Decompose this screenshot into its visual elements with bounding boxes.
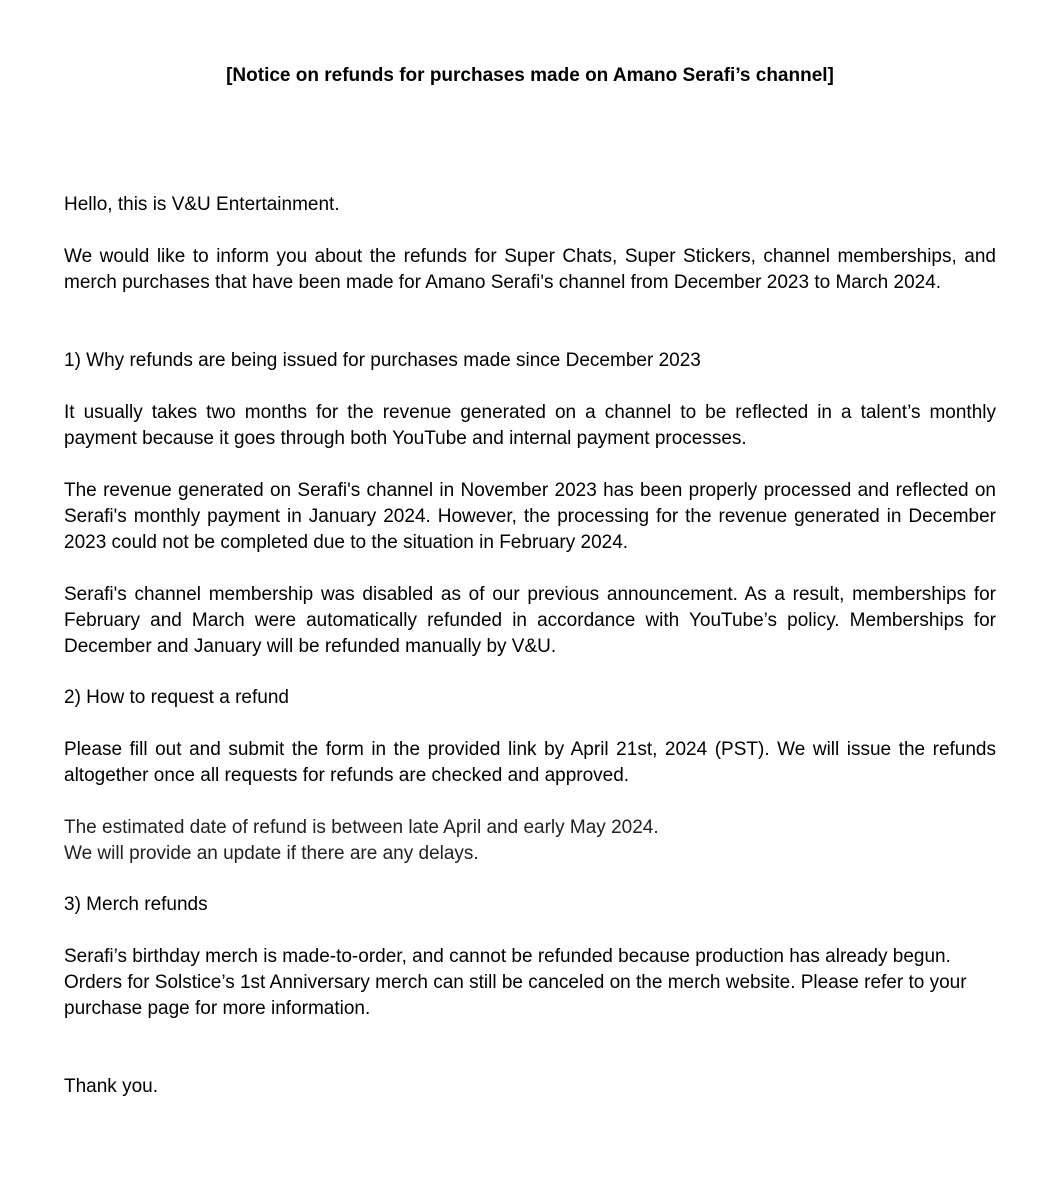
section-2-paragraph-1: Please fill out and submit the form in the provided link by April 21st, 2024 (PST). We will issue the refunds altogether once all requests for refunds are checked and approved.: [64, 739, 996, 786]
intro-paragraph: We would like to inform you about the refunds for Super Chats, Super Stickers, channel memberships, and merch purchases that have been made for Amano Serafi's channel from December 2023 to March 2024.: [64, 246, 996, 293]
section-1-paragraph-3: Serafi's channel membership was disabled as of our previous announcement. As a result, memberships for February and March were automatically refunded in accordance with YouTube’s policy. Memberships for December and January will be refunded manually by V&U.: [64, 584, 996, 657]
delay-update-line: We will provide an update if there are any delays.: [64, 843, 479, 864]
section-1-heading: 1) Why refunds are being issued for purchases made since December 2023: [64, 350, 701, 371]
section-2-paragraph-2: [64, 815, 996, 867]
section-1-paragraph-2: The revenue generated on Serafi's channel in November 2023 has been properly processed and reflected on Serafi's monthly payment in January 2024. However, the processing for the revenue generated in December 2023 could not be completed due to the situation in February 2024.: [64, 480, 996, 553]
section-3-paragraph-1: Serafi’s birthday merch is made-to-order, and cannot be refunded because production has already begun. Orders for Solstice’s 1st Anniversary merch can still be canceled on the merch website. Please refer to your purchase page for more information.: [64, 946, 967, 1019]
section-2-heading: 2) How to request a refund: [64, 687, 289, 708]
section-1-paragraph-1: It usually takes two months for the revenue generated on a channel to be reflected in a talent’s monthly payment because it goes through both YouTube and internal payment processes.: [64, 402, 996, 449]
greeting: Hello, this is V&U Entertainment.: [64, 194, 340, 215]
document-title: [Notice on refunds for purchases made on Amano Serafi’s channel]: [226, 65, 834, 86]
closing: Thank you.: [64, 1076, 158, 1097]
section-3-heading: 3) Merch refunds: [64, 894, 208, 915]
refund-estimate-line: The estimated date of refund is between late April and early May 2024.: [64, 817, 659, 838]
